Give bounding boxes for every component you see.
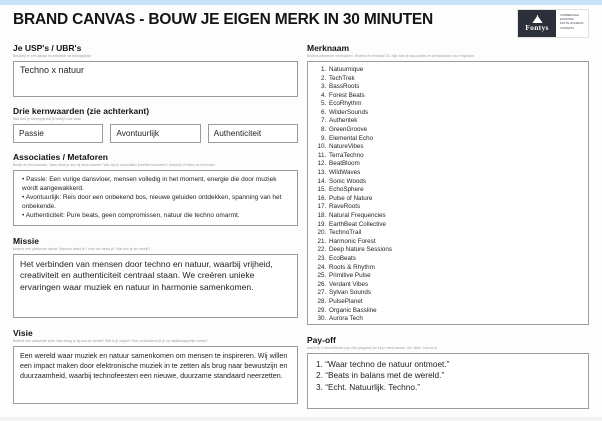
kernwaarde-input-2[interactable] (110, 124, 200, 143)
associatie-item: • Passie: Een vurige dansvloer, mensen volledig in het moment, energie die door muziek wordt aangewakkerd. (22, 175, 277, 192)
payoff-item: 2. “Beats in balans met de wereld.” (316, 370, 445, 381)
section-payoff (307, 335, 589, 409)
kernwaarde-input-3[interactable] (208, 124, 298, 143)
merknaam-list-item: 2. TechTrek (328, 75, 581, 84)
merknaam-title: Merknaam (307, 43, 350, 53)
merknaam-list-item: 22. Deep Nature Sessions (328, 246, 581, 255)
merknaam-list-item: 26. Verdant Vibes (328, 281, 581, 290)
missie-input[interactable] (13, 254, 298, 318)
missie-title: Missie (13, 235, 39, 246)
section-usp (13, 43, 298, 97)
document-header (13, 9, 589, 39)
payoff-item: 1. “Waar techno de natuur ontmoet.” (316, 358, 450, 369)
merknaam-input[interactable] (307, 61, 589, 325)
merknaam-list-item: 18. Natural Frequencies (328, 212, 581, 221)
merknaam-list-item: 11. TerraTechno (328, 152, 581, 161)
spacer (307, 325, 589, 335)
merknaam-list-item: 21. Harmonic Forest (328, 238, 581, 247)
missie-hint: Bedenk een passende missie. Waarom besta je? Voor wie besta je? Wat doe je als bedrijf? (13, 246, 151, 251)
usp-input[interactable] (13, 61, 298, 97)
section-visie (13, 328, 298, 404)
merknaam-list-item: 3. BassRoots (328, 83, 581, 92)
spacer (13, 97, 298, 106)
associaties-hint: Bekijk de kernwaarden. Waar denk je aan bij deze waarde? Wat zijn je associaties (beelden/woorden)? beschrijf of teken ze hieronder (13, 162, 215, 167)
merknaam-list-item: 28. PulsePlanet (328, 298, 581, 307)
fontys-logo (517, 9, 589, 38)
fontys-wordmark: Fontys (525, 23, 549, 32)
kernwaarde-value-1: Passie (19, 127, 44, 138)
visie-input[interactable] (13, 346, 298, 404)
merknaam-list-item: 23. EcoBeats (328, 255, 581, 264)
logo-subtext-line: DIGITAL BUSINESS (560, 22, 584, 26)
merknaam-list-item: 29. Organic Bassline (328, 307, 581, 316)
merknaam-list-item: 1. Natuurnique (328, 66, 581, 75)
top-accent-strip (0, 0, 602, 5)
merknaam-list-item: 10. NatureVibes (328, 143, 581, 152)
visie-hint: Bedenk een passende visie. Wat draag je bij aan de wereld? Wat is je impact? Hoe onderscheid je je op maatschappelijk niveau? (13, 338, 208, 343)
kernwaarde-value-2: Avontuurlijk (116, 127, 160, 138)
merknaam-list-item: 5. EcoRhythm (328, 100, 581, 109)
logo-subtext-line: ECONOMIE (560, 18, 574, 22)
merknaam-list-item: 4. Forest Beats (328, 92, 581, 101)
usp-title: Je USP's / UBR's (13, 43, 82, 53)
merknaam-list (315, 66, 581, 324)
section-kernwaarden (13, 106, 298, 143)
merknaam-list-item: 19. EarthBeat Collective (328, 221, 581, 230)
merknaam-list-item: 16. Pulse of Nature (328, 195, 581, 204)
associatie-item: • Authenticiteit: Pure beats, geen compromissen, natuur die techno omarmt. (22, 211, 240, 219)
section-missie (13, 236, 298, 318)
spacer (13, 143, 298, 152)
kernwaarden-title: Drie kernwaarden (zie achterkant) (13, 105, 150, 116)
merknaam-list-item: 12. BeatBloom (328, 160, 581, 169)
merknaam-list-item: 7. Authentek (328, 117, 581, 126)
page-title: BRAND CANVAS - BOUW JE EIGEN MERK IN 30 MINUTEN (13, 11, 434, 28)
visie-title: Visie (13, 327, 33, 338)
section-merknaam (307, 43, 589, 325)
merknaam-list-item: 14. Sonic Woods (328, 178, 581, 187)
merknaam-list-item: 30. Aurora Tech (328, 315, 581, 324)
kernwaarde-value-3: Authenticiteit (213, 127, 262, 138)
fontys-logo-subtext (556, 10, 588, 37)
payoff-title: Pay-off (307, 334, 336, 345)
bottom-accent-strip (0, 417, 602, 421)
merknaam-list-item: 8. GreenGroove (328, 126, 581, 135)
kernwaarde-input-1[interactable] (13, 124, 103, 143)
payoff-input[interactable] (307, 353, 589, 409)
merknaam-list-item: 13. WildWaves (328, 169, 581, 178)
merknaam-list-item: 24. Roots & Rhythm (328, 264, 581, 273)
kernwaarden-hint: Wat vind je belangrijk dat je bedrijf voor staat (13, 116, 81, 121)
associaties-title: Associaties / Metaforen (13, 151, 108, 162)
merknaam-list-item: 20. TechnoTrail (328, 229, 581, 238)
usp-value: Techno x natuur (20, 64, 85, 75)
usp-hint: Beschrijf er een aantal en selecteer de belangrijkste (13, 54, 92, 58)
fontys-logo-mark (518, 10, 556, 37)
merknaam-list-item: 9. Elemental Echo (328, 135, 581, 144)
payoff-item: 3. “Echt. Natuurlijk. Techno.” (316, 381, 421, 392)
merknaam-hint: Bedenk passende merknamen. Bedenk er minimaal 30. Kijk naar je associaties en kernwaarden voor inspiratie. (307, 54, 475, 58)
logo-subtext-line: CONCEPTS (560, 26, 575, 30)
merknaam-list-item: 17. RaveRoots (328, 203, 581, 212)
associatie-item: • Avontuurlijk: Reis door een onbekend bos, nieuwe geluiden ontdekken, spanning van het onbekende. (22, 193, 282, 210)
kernwaarden-row (13, 124, 298, 143)
merknaam-list-item: 27. Sylvan Sounds (328, 289, 581, 298)
left-column (13, 43, 298, 412)
merknaam-list-item: 6. WilderSounds (328, 109, 581, 118)
associaties-input[interactable] (13, 170, 298, 226)
spacer (13, 226, 298, 236)
merknaam-list-item: 25. Primitive Pulse (328, 272, 581, 281)
spacer (13, 318, 298, 328)
section-associaties (13, 152, 298, 226)
right-column (307, 43, 589, 412)
missie-value: Het verbinden van mensen door techno en natuur, waarbij vrijheid, creativiteit en authenticiteit centraal staan. We creëren unieke ervaringen waar muziek en natuur in harmonie samenkomen. (20, 258, 273, 292)
merknaam-list-item: 15. EchoSphere (328, 186, 581, 195)
logo-subtext-line: COMMERCIELE (560, 14, 579, 17)
visie-value: Een wereld waar muziek en natuur samenkomen om mensen te inspireren. Wij willen een impact maken door elektronische muziek in te zetten als brug naar bewustzijn en duurzaamheid, waarbij technofeesten een nieuwe, duurzame standaard neerzetten. (20, 351, 288, 380)
payoff-hint: beschrijf 3 verschillende pay-offs (slogans) die bij je merk passen. (bv. Nike: Just do it) (307, 345, 438, 350)
